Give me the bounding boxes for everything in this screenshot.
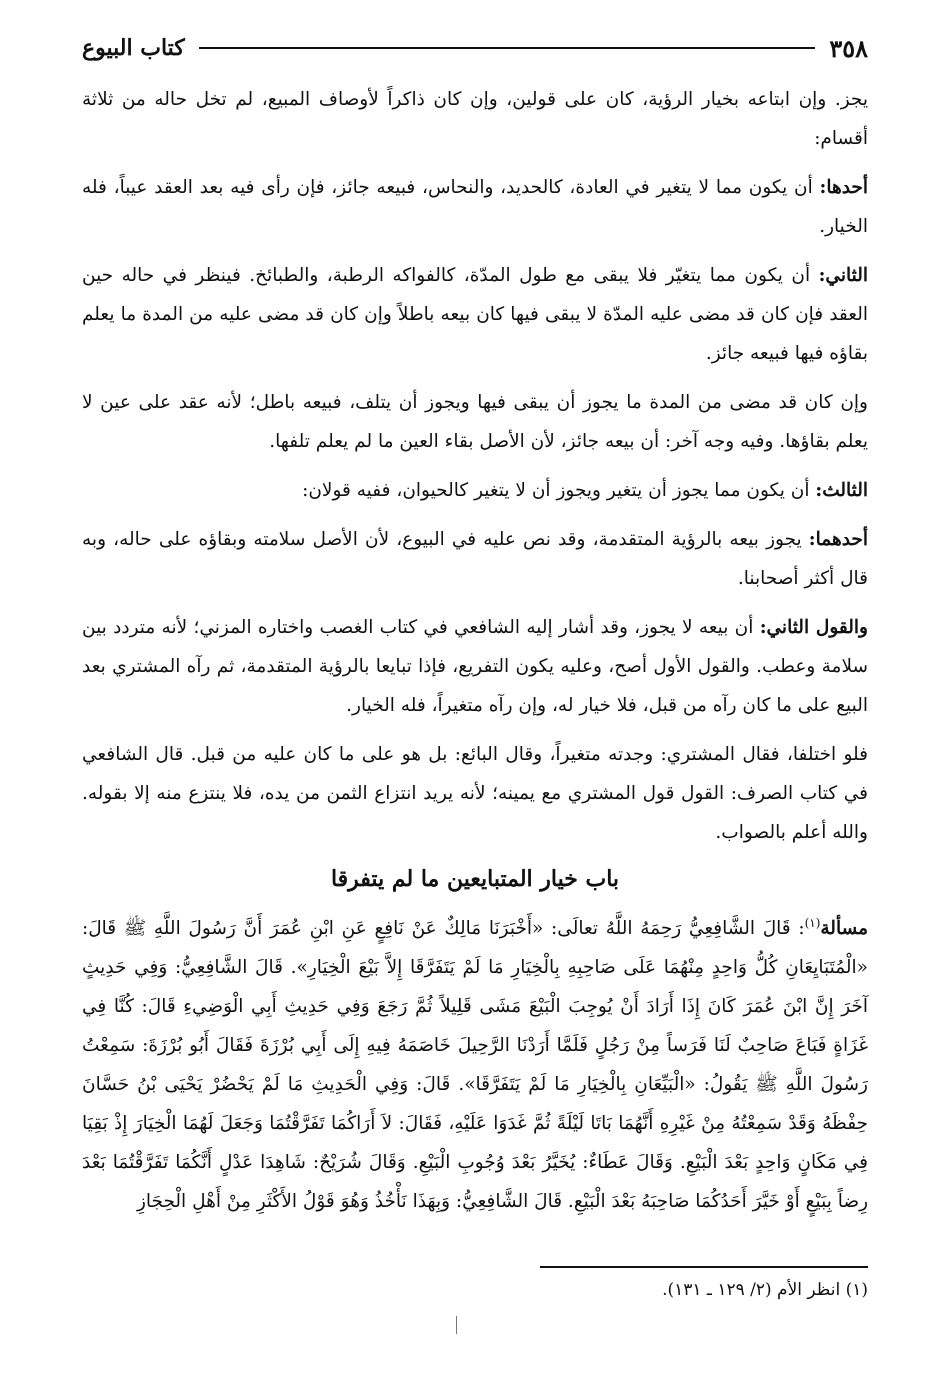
header-rule: [199, 47, 816, 49]
hadith-text: : قَالَ الشَّافِعِيُّ رَحِمَهُ اللَّهُ تعالَى: «أَخْبَرَنَا مَالِكٌ عَنْ نَافِعٍ عَنِ ابْنِ عُمَرَ أَنَّ رَسُولَ اللَّهِ ﷺ قَالَ: «الْمُتَبَايِعَانِ كُلُّ وَاحِدٍ مِنْهُمَا عَلَى صَاحِبِهِ بِالْخِيَارِ مَا لَمْ يَتَفَرَّقَا إِلاَّ بَيْعَ الْخِيَارِ». قَالَ الشَّافِعِيُّ: وَفِي حَدِيثٍ آخَرَ إِنَّ ابْنَ عُمَرَ كَانَ إِذَا أَرَادَ أَنْ يُوجِبَ الْبَيْعَ مَشَى قَلِيلاً ثُمَّ رَجَعَ وَفِي حَدِيثِ أَبِي الْوَضِيءِ قَالَ: كُنَّا فِي غَزَاةٍ فَبَاعَ صَاحِبٌ لَنَا فَرَساً مِنْ رَجُلٍ فَلَمَّا أَرَدْنَا الرَّحِيلَ خَاصَمَهُ فِيهِ إِلَى أَبِي بُرْزَةَ فَقَالَ أَبُو بُرْزَةَ: سَمِعْتُ رَسُولَ اللَّهِ ﷺ يَقُولُ: «الْبَيِّعَانِ بِالْخِيَارِ مَا لَمْ يَتَفَرَّقَا». قَالَ: وَفِي الْحَدِيثِ مَا لَمْ يَحْضُرْ يَحْيَى بْنُ حَسَّانَ حِفْظَهُ وَقَدْ سَمِعْتُهُ مِنْ غَيْرِهِ أَنَّهُمَا بَاتَا لَيْلَةً ثُمَّ غَدَوَا عَلَيْهِ، فَقَالَ: لاَ أَرَاكُمَا تَفَرَّقْتُمَا وَجَعَلَ لَهُمَا الْخِيَارَ إِذْ بَقِيَا فِي مَكَانٍ وَاحِدٍ بَعْدَ الْبَيْعِ. وَقَالَ عَطَاءٌ: يُخَيَّرُ بَعْدَ وُجُوبِ الْبَيْعِ. وَقَالَ شُرَيْحٌ: شَاهِدَا عَدْلٍ أَنَّكُمَا تَفَرَّقْتُمَا بَعْدَ رِضاً بِبَيْعٍ أَوْ خَيَّرَ أَحَدُكُمَا صَاحِبَهُ بَعْدَ الْبَيْعِ. قَالَ الشَّافِعِيُّ: وَبِهَذَا نَأْخُذُ وَهُوَ قَوْلُ الأَكْثَرِ مِنْ أَهْلِ الْحِجَازِ: [82, 918, 868, 1213]
paragraph-text: يجز. وإن ابتاعه بخيار الرؤية، كان على قولين، وإن كان ذاكراً لأوصاف المبيع، لم تخل حاله من ثلاثة أقسام:: [82, 89, 868, 149]
page-number: ٣٥٨: [829, 33, 868, 63]
paragraph: [82, 735, 868, 852]
book-title: كتاب البيوع: [82, 35, 185, 61]
paragraph-text: يجوز بيعه بالرؤية المتقدمة، وقد نص عليه في البيوع، لأن الأصل سلامته وبقاؤه على حاله، وبه قال أكثر أصحابنا.: [82, 529, 868, 589]
footnote: (١) انظر الأم (٢/ ١٢٩ ـ ١٣١).: [662, 1280, 868, 1300]
running-header: [82, 30, 868, 66]
hadith-paragraph: [82, 904, 868, 1221]
paragraph-lead: والقول الثاني:: [759, 617, 868, 638]
paragraph: [82, 80, 868, 158]
paragraph-lead: أحدهما:: [808, 529, 868, 550]
paragraph-lead: الثاني:: [818, 265, 868, 286]
gutter-mark: [456, 1316, 457, 1334]
masala-lead: مسألة: [820, 918, 868, 940]
paragraph-text: أن يكون مما يتغيّر فلا يبقى مع طول المدّة، كالفواكه الرطبة، والطبائخ. فينظر في حاله حين العقد فإن كان قد مضى عليه المدّة لا يبقى فيها كان بيعه باطلاً وإن كان قد مضى عليه من المدة ما يعلم بقاؤه فيها فبيعه جائز.: [82, 265, 868, 364]
footnote-rule: [540, 1266, 868, 1268]
paragraph: [82, 520, 868, 598]
page-body: [82, 30, 868, 1221]
footnote-marker: (١): [804, 916, 821, 930]
paragraph-lead: الثالث:: [815, 480, 868, 501]
paragraph: [82, 383, 868, 461]
paragraph: [82, 608, 868, 725]
paragraph-text: فلو اختلفا، فقال المشتري: وجدته متغيراً، وقال البائع: بل هو على ما كان عليه من قبل. قال الشافعي في كتاب الصرف: القول قول المشتري مع يمينه؛ لأنه يريد انتزاع الثمن من يده، فلا ينتزع منه إلا بقوله. والله أعلم بالصواب.: [82, 744, 868, 843]
paragraph-text: أن يكون مما يجوز أن يتغير ويجوز أن لا يتغير كالحيوان، ففيه قولان:: [302, 480, 816, 501]
paragraph-text: أن بيعه لا يجوز، وقد أشار إليه الشافعي في كتاب الغصب واختاره المزني؛ لأنه متردد بين سلامة وعطب. والقول الأول أصح، وعليه يكون التفريع، فإذا تبايعا بالرؤية المتقدمة، ثم رآه المشتري بعد البيع على ما كان رآه من قبل، فلا خيار له، وإن رآه متغيراً، فله الخيار.: [82, 617, 868, 716]
paragraph-text: وإن كان قد مضى من المدة ما يجوز أن يبقى فيها ويجوز أن يتلف، فبيعه باطل؛ لأنه عقد على عين لا يعلم بقاؤها. وفيه وجه آخر: أن بيعه جائز، لأن الأصل بقاء العين ما لم يعلم تلفها.: [82, 392, 868, 452]
paragraph-text: أن يكون مما لا يتغير في العادة، كالحديد، والنحاس، فبيعه جائز، فإن رأى فيه بعد العقد عيباً، فله الخيار.: [82, 177, 868, 237]
paragraph: [82, 168, 868, 246]
paragraph: [82, 471, 868, 510]
paragraph-lead: أحدها:: [819, 177, 868, 198]
paragraph: [82, 256, 868, 373]
chapter-title: باب خيار المتبايعين ما لم يتفرقا: [330, 866, 620, 892]
